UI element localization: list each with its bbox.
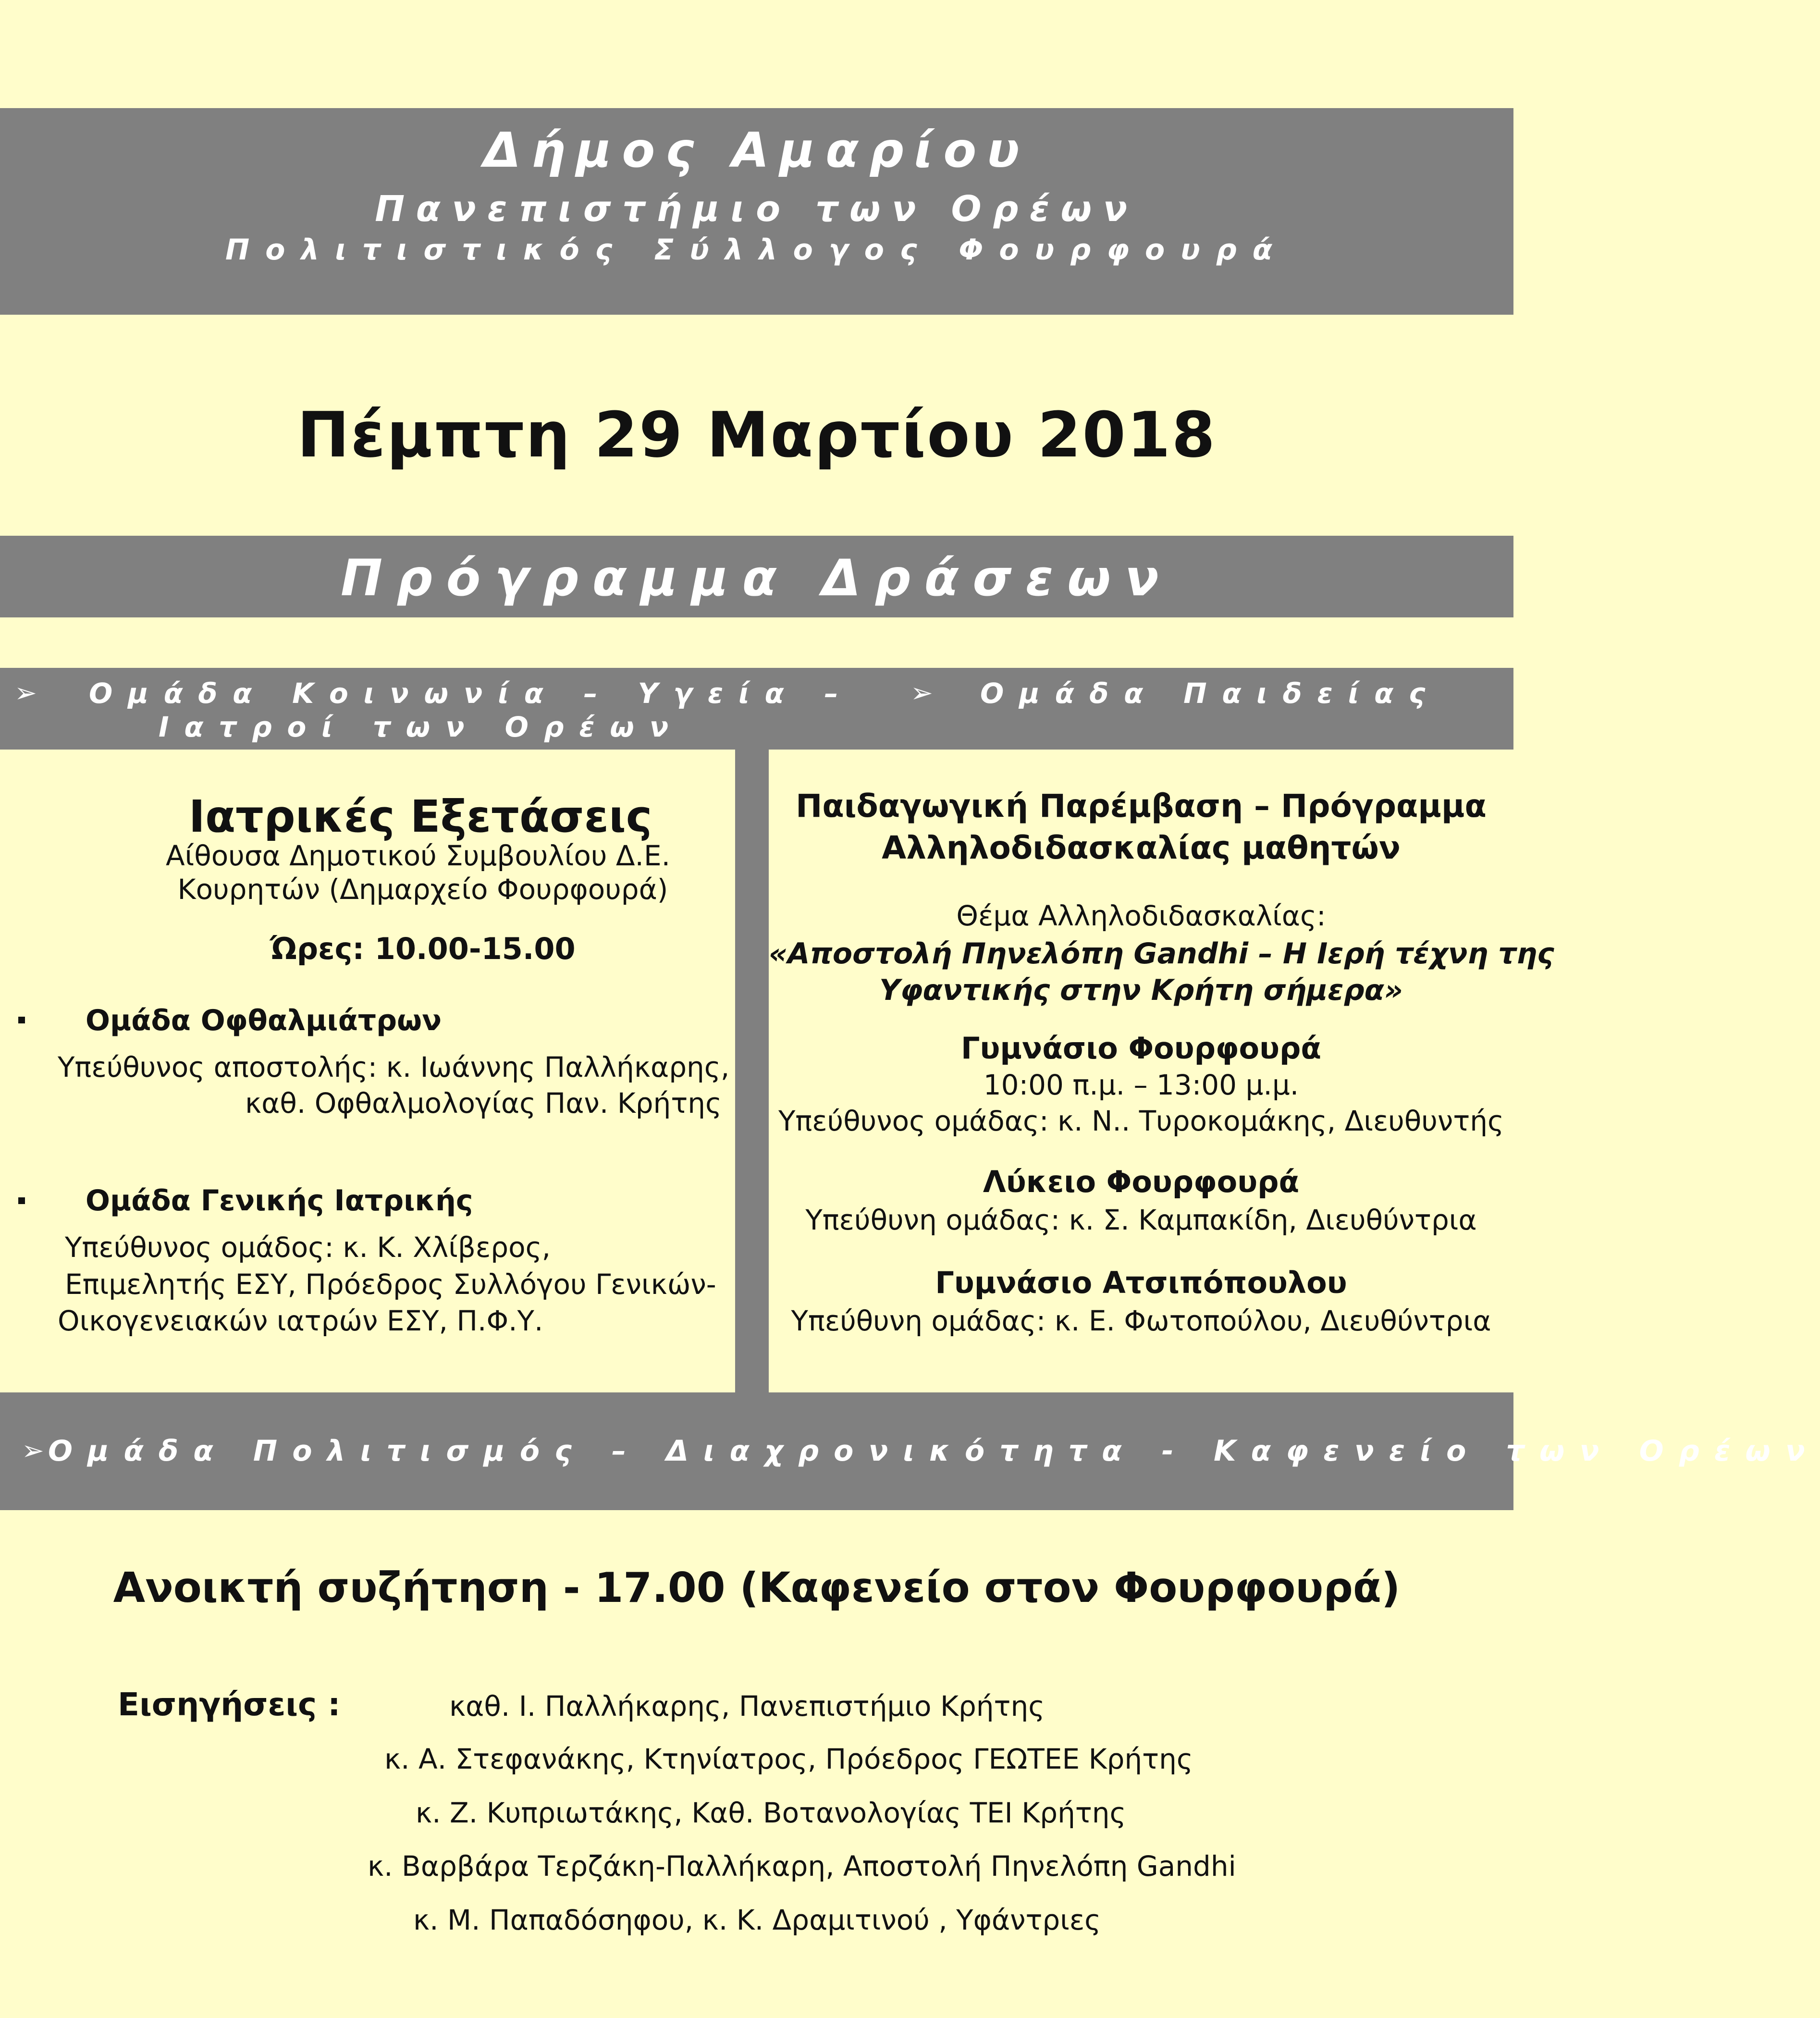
header-municipality: Δήμος Αμαρίου bbox=[483, 122, 1030, 178]
pedagogy-topic-label: Θέμα Αλληλοδιδασκαλίας: bbox=[956, 899, 1326, 932]
school2-lead: Υπεύθυνη ομάδας: κ. Σ. Καμπακίδη, Διευθύντρια bbox=[805, 1204, 1477, 1236]
school3-lead: Υπεύθυνη ομάδας: κ. Ε. Φωτοπούλου, Διευθύντρια bbox=[791, 1304, 1491, 1337]
general-medicine-lead-line1: Υπεύθυνος ομάδος: κ. Κ. Χλίβερος, bbox=[65, 1231, 551, 1264]
pedagogy-topic-line1: «Αποστολή Πηνελόπη Gandhi – Η Ιερή τέχνη της bbox=[769, 937, 1554, 971]
event-date: Πέμπτη 29 Μαρτίου 2018 bbox=[297, 398, 1217, 471]
left-group-arrow: ➢ bbox=[14, 677, 37, 709]
header-university: Πανεπιστήμιο των Ορέων bbox=[375, 188, 1139, 230]
medical-venue-line1: Αίθουσα Δημοτικού Συμβουλίου Δ.Ε. bbox=[165, 839, 671, 872]
medical-hours: Ώρες: 10.00-15.00 bbox=[270, 931, 576, 966]
left-group-title-line2: Ιατροί των Ορέων bbox=[159, 711, 684, 743]
general-medicine-team-title: Ομάδα Γενικής Ιατρικής bbox=[86, 1184, 473, 1218]
speaker-line: κ. Α. Στεφανάκης, Κτηνίατρος, Πρόεδρος ΓΕΩΤΕΕ Κρήτης bbox=[384, 1743, 1193, 1775]
speaker-line: κ. Μ. Παπαδόσηφου, κ. Κ. Δραμιτινού , Υφάντριες bbox=[413, 1904, 1101, 1936]
school1-time: 10:00 π.μ. – 13:00 μ.μ. bbox=[983, 1069, 1299, 1101]
right-group-arrow: ➢ bbox=[910, 677, 933, 709]
bullet-icon bbox=[18, 1017, 25, 1023]
general-medicine-lead-line3: Οικογενειακών ιατρών ΕΣΥ, Π.Φ.Υ. bbox=[58, 1304, 543, 1337]
header-association: Πολιτιστικός Σύλλογος Φουρφουρά bbox=[225, 233, 1288, 267]
school3-name: Γυμνάσιο Ατσιπόπουλου bbox=[935, 1265, 1347, 1300]
ophthalmology-lead-line2: καθ. Οφθαλμολογίας Παν. Κρήτης bbox=[245, 1087, 722, 1120]
speaker-line: κ. Ζ. Κυπριωτάκης, Καθ. Βοτανολογίας ΤΕΙ Κρήτης bbox=[416, 1797, 1126, 1829]
culture-group-title: Ομάδα Πολιτισμός – Διαχρονικότητα - Καφενείο των Ορέων bbox=[48, 1434, 1820, 1468]
school1-name: Γυμνάσιο Φουρφουρά bbox=[961, 1031, 1321, 1066]
pedagogy-heading-line1: Παιδαγωγική Παρέμβαση – Πρόγραμμα bbox=[796, 788, 1487, 824]
school2-name: Λύκειο Φουρφουρά bbox=[983, 1164, 1300, 1199]
speakers-label: Εισηγήσεις : bbox=[118, 1686, 341, 1723]
left-group-title-line1: Ομάδα Κοινωνία – Υγεία – bbox=[89, 677, 854, 710]
open-discussion: Ανοικτή συζήτηση - 17.00 (Καφενείο στον Φουρφουρά) bbox=[113, 1564, 1401, 1612]
culture-group-arrow: ➢ bbox=[22, 1435, 44, 1466]
general-medicine-lead-line2: Επιμελητής ΕΣΥ, Πρόεδρος Συλλόγου Γενικών- bbox=[65, 1268, 716, 1301]
ophthalmology-lead-line1: Υπεύθυνος αποστολής: κ. Ιωάννης Παλλήκαρης, bbox=[58, 1051, 730, 1083]
medical-exams-heading: Ιατρικές Εξετάσεις bbox=[188, 791, 652, 842]
pedagogy-topic-line2: Υφαντικής στην Κρήτη σήμερα» bbox=[879, 973, 1403, 1007]
speaker-line: καθ. Ι. Παλλήκαρης, Πανεπιστήμιο Κρήτης bbox=[449, 1690, 1045, 1723]
groups-divider bbox=[735, 668, 769, 1393]
ophthalmology-team-title: Ομάδα Οφθαλμιάτρων bbox=[86, 1004, 442, 1037]
school1-lead: Υπεύθυνος ομάδας: κ. Ν.. Τυροκομάκης, Διευθυντής bbox=[778, 1105, 1504, 1137]
bullet-icon bbox=[18, 1197, 25, 1204]
medical-venue-line2: Κουρητών (Δημαρχείο Φουρφουρά) bbox=[177, 873, 668, 906]
speaker-line: κ. Βαρβάρα Τερζάκη-Παλλήκαρη, Αποστολή Πηνελόπη Gandhi bbox=[368, 1850, 1236, 1883]
pedagogy-heading-line2: Αλληλοδιδασκαλίας μαθητών bbox=[882, 829, 1401, 866]
right-group-title: Ομάδα Παιδείας bbox=[980, 677, 1441, 710]
program-title: Πρόγραμμα Δράσεων bbox=[341, 549, 1173, 607]
